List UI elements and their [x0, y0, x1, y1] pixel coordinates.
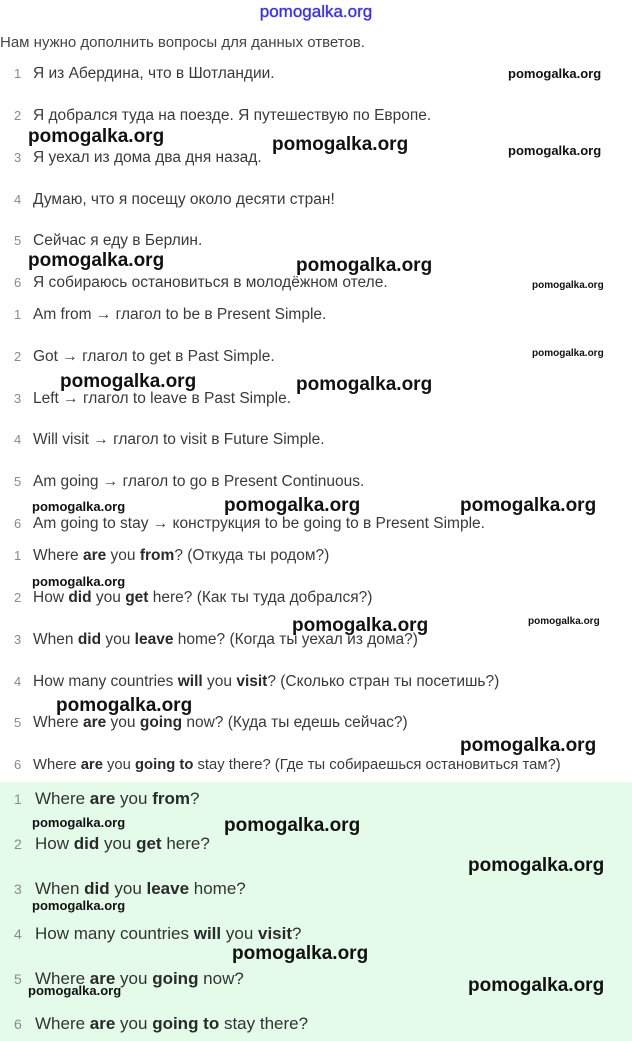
line-text: Will visit → глагол to visit в Future Simple. [33, 431, 325, 448]
line-text: How did you get here? [35, 834, 210, 853]
line-number: 1 [14, 307, 22, 322]
watermark: pomogalka.org [292, 615, 429, 636]
line-number: 6 [14, 757, 22, 772]
line-text: How many countries will you visit? [35, 924, 302, 943]
watermark: pomogalka.org [32, 898, 126, 913]
task-intro: Нам нужно дополнить вопросы для данных ответов. [0, 34, 365, 51]
watermark: pomogalka.org [224, 495, 361, 516]
line-text: When did you leave home? (Когда ты уехал из дома?) [33, 631, 418, 648]
line-text: Я добрался туда на поезде. Я путешествую по Европе. [33, 107, 432, 124]
line-number: 4 [14, 432, 22, 447]
line-text: How did you get here? (Как ты туда добрался?) [33, 589, 373, 606]
line-text: Я уехал из дома два дня назад. [33, 149, 262, 166]
watermark: pomogalka.org [468, 975, 605, 996]
line-number: 3 [14, 881, 22, 897]
line-number: 2 [14, 108, 22, 123]
watermark: pomogalka.org [272, 134, 409, 155]
line-number: 6 [14, 275, 22, 290]
line-number: 5 [14, 474, 22, 489]
line-text: Got → глагол to get в Past Simple. [33, 348, 275, 365]
line-text: Думаю, что я посещу около десяти стран! [33, 191, 335, 208]
watermark: pomogalka.org [296, 374, 433, 395]
line-number: 3 [14, 632, 22, 647]
line-number: 2 [14, 349, 22, 364]
watermark: pomogalka.org [296, 255, 433, 276]
watermark: pomogalka.org [60, 371, 197, 392]
watermark: pomogalka.org [32, 499, 126, 514]
watermark: pomogalka.org [528, 616, 600, 627]
watermark: pomogalka.org [28, 126, 165, 147]
watermark: pomogalka.org [532, 280, 604, 291]
watermark: pomogalka.org [532, 348, 604, 359]
line-text: Я из Абердина, что в Шотландии. [33, 65, 275, 82]
line-number: 5 [14, 233, 22, 248]
line-text: Am from → глагол to be в Present Simple. [33, 306, 327, 323]
watermark: pomogalka.org [460, 495, 597, 516]
line-text: Where are you from? (Откуда ты родом?) [33, 547, 330, 564]
watermark: pomogalka.org [468, 855, 605, 876]
line-text: Where are you going to stay there? (Где ты собираешься остановиться там?) [33, 757, 561, 773]
site-header-link[interactable]: pomogalka.org [259, 2, 373, 21]
watermark: pomogalka.org [32, 574, 126, 589]
line-number: 1 [14, 548, 22, 563]
watermark: pomogalka.org [232, 943, 369, 964]
watermark: pomogalka.org [56, 695, 193, 716]
line-text: Сейчас я еду в Берлин. [33, 232, 203, 249]
line-text: Am going → глагол to go в Present Continuous. [33, 473, 365, 490]
line-number: 1 [14, 66, 22, 81]
line-number: 2 [14, 836, 22, 852]
line-text: Am going to stay → конструкция to be going to в Present Simple. [33, 515, 485, 532]
line-text: How many countries will you visit? (Сколько стран ты посетишь?) [33, 673, 500, 690]
watermark: pomogalka.org [460, 735, 597, 756]
line-number: 4 [14, 674, 22, 689]
line-text: When did you leave home? [35, 879, 246, 898]
line-number: 5 [14, 715, 22, 730]
line-number: 4 [14, 926, 22, 942]
watermark: pomogalka.org [508, 143, 602, 158]
line-number: 2 [14, 590, 22, 605]
line-text: Where are you going now? [35, 969, 244, 988]
line-number: 3 [14, 150, 22, 165]
watermark: pomogalka.org [508, 66, 602, 81]
line-text: Where are you going to stay there? [35, 1014, 309, 1033]
line-number: 5 [14, 971, 22, 987]
line-number: 6 [14, 1016, 22, 1032]
line-number: 3 [14, 391, 22, 406]
line-number: 1 [14, 791, 22, 807]
line-number: 6 [14, 516, 22, 531]
line-number: 4 [14, 192, 22, 207]
line-text: Where are you going now? (Куда ты едешь сейчас?) [33, 714, 408, 731]
line-text: Я собираюсь остановиться в молодёжном отеле. [33, 274, 388, 291]
watermark: pomogalka.org [28, 983, 122, 998]
watermark: pomogalka.org [32, 815, 126, 830]
watermark: pomogalka.org [224, 815, 361, 836]
line-text: Where are you from? [35, 789, 200, 808]
line-text: Left → глагол to leave в Past Simple. [33, 390, 292, 407]
watermark: pomogalka.org [28, 250, 165, 271]
